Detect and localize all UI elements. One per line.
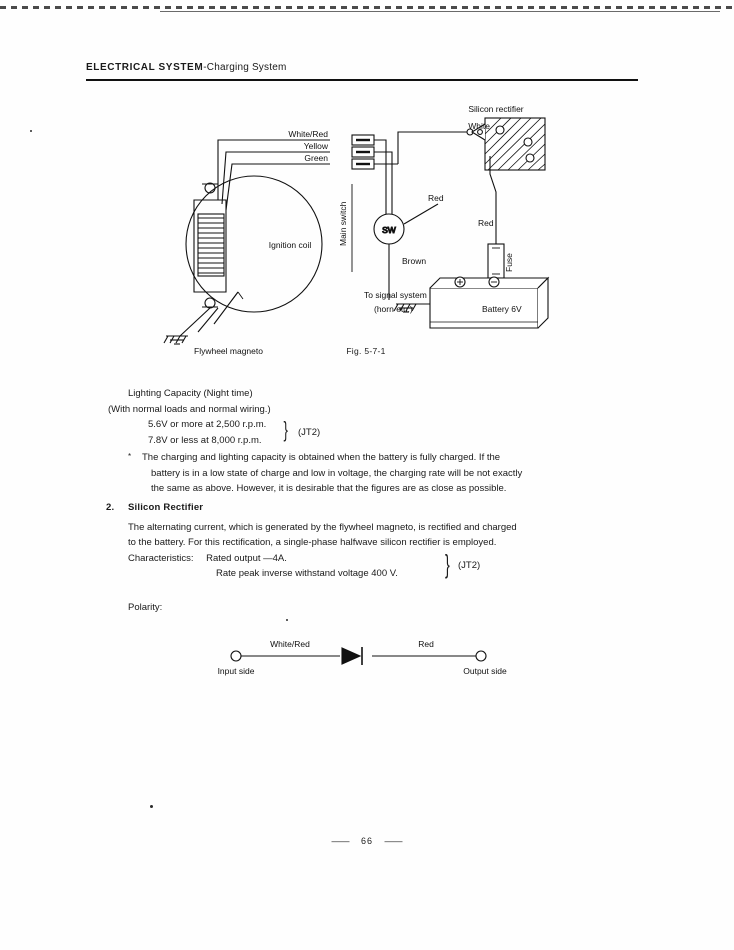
footnote-star: *	[128, 452, 132, 461]
section-paragraph	[86, 520, 646, 551]
label-to-signal-2: (horn etc.)	[374, 304, 413, 314]
footer-dash-left: ——	[331, 836, 350, 846]
figure-caption: Fig. 5-7-1	[346, 346, 386, 356]
note-line-2: battery is in a low state of charge and low in voltage, the charging rate will be not exactly	[151, 467, 523, 479]
label-white-red: White/Red	[288, 129, 328, 139]
section-paragraph-line-2: to the battery. For this rectification, a single-phase halfwave silicon rectifier is employed.	[128, 537, 497, 548]
wiring-diagram-svg	[86, 96, 646, 376]
fuse-body	[488, 244, 504, 278]
label-white: White	[468, 121, 490, 131]
note-line-1: The charging and lighting capacity is obtained when the battery is fully charged. If the	[142, 452, 501, 463]
characteristics-label: Characteristics:	[128, 552, 194, 564]
section-title: Silicon Rectifier	[128, 502, 204, 513]
note-line-3: the same as above. However, it is desirable that the figures are as close as possible.	[151, 483, 507, 494]
wire-white-to-rectifier	[398, 132, 470, 164]
header-title-sub: -Charging System	[203, 62, 287, 73]
lighting-spec-2: 7.8V or less at 8,000 r.p.m.	[148, 434, 262, 446]
header-title	[86, 62, 638, 73]
polarity-label-white-red: White/Red	[270, 639, 310, 649]
section-number: 2.	[106, 502, 115, 513]
diode-triangle	[342, 648, 360, 664]
section-silicon-rectifier	[86, 500, 646, 615]
polarity-label-input: Input side	[217, 666, 255, 676]
page-header	[86, 62, 638, 73]
label-flywheel-magneto: Flywheel magneto	[194, 346, 263, 356]
input-terminal	[231, 651, 241, 661]
polarity-diagram-svg	[86, 630, 646, 690]
battery-body	[430, 277, 548, 328]
lighting-spec-1: 5.6V or more at 2,500 r.p.m.	[148, 419, 267, 430]
label-red-main: Red	[428, 193, 444, 203]
page-footer	[0, 836, 734, 846]
scan-edge-top-line	[160, 11, 720, 12]
label-red-fuse: Red	[478, 218, 494, 228]
characteristics-line-2: Rate peak inverse withstand voltage 400 V.	[216, 568, 398, 579]
footer-dash-right: ——	[384, 836, 403, 846]
header-divider	[86, 79, 638, 81]
lighting-heading: Lighting Capacity (Night time)	[128, 388, 253, 399]
label-brown: Brown	[402, 256, 427, 266]
polarity-label-output: Output side	[463, 666, 507, 676]
wire-red-switch	[404, 204, 438, 224]
label-yellow: Yellow	[303, 141, 328, 151]
output-terminal	[476, 651, 486, 661]
brace-symbol: }	[283, 417, 288, 442]
label-fuse: Fuse	[504, 253, 514, 272]
scan-speck	[150, 805, 153, 808]
lighting-note	[86, 450, 646, 497]
section-paragraph-line-1: The alternating current, which is generated by the flywheel magneto, is rectified and charged	[128, 521, 517, 533]
polarity-diagram	[86, 630, 646, 690]
scan-speck	[30, 130, 32, 132]
ground-symbol-magneto	[164, 336, 188, 344]
lighting-jt2-tag: (JT2)	[298, 427, 321, 438]
characteristics-line-2-row	[86, 566, 646, 582]
lead-green	[226, 164, 330, 210]
section-heading	[86, 500, 646, 516]
label-ignition-coil: Ignition coil	[268, 240, 312, 250]
label-silicon-rectifier: Silicon rectifier	[468, 104, 524, 114]
label-battery: Battery 6V	[482, 304, 522, 314]
polarity-label: Polarity:	[128, 601, 163, 613]
label-green: Green	[304, 153, 328, 163]
label-to-signal-1: To signal system	[364, 290, 427, 300]
lighting-subheading: (With normal loads and normal wiring.)	[108, 403, 271, 415]
scan-speck	[286, 619, 288, 621]
sw-label: SW	[382, 225, 396, 235]
characteristics-jt2-tag: (JT2)	[458, 559, 481, 571]
charging-system-wiring-diagram	[86, 96, 646, 376]
lighting-capacity-block	[86, 386, 646, 497]
footer-page-number: 66	[360, 836, 373, 846]
scan-edge-top	[0, 6, 734, 9]
label-main-switch: Main switch	[338, 201, 348, 246]
polarity-label-red: Red	[418, 639, 434, 649]
header-title-main: ELECTRICAL SYSTEM	[86, 62, 204, 73]
characteristics-line-1: Rated output —4A.	[206, 552, 287, 564]
brace-symbol-2: }	[444, 548, 450, 579]
